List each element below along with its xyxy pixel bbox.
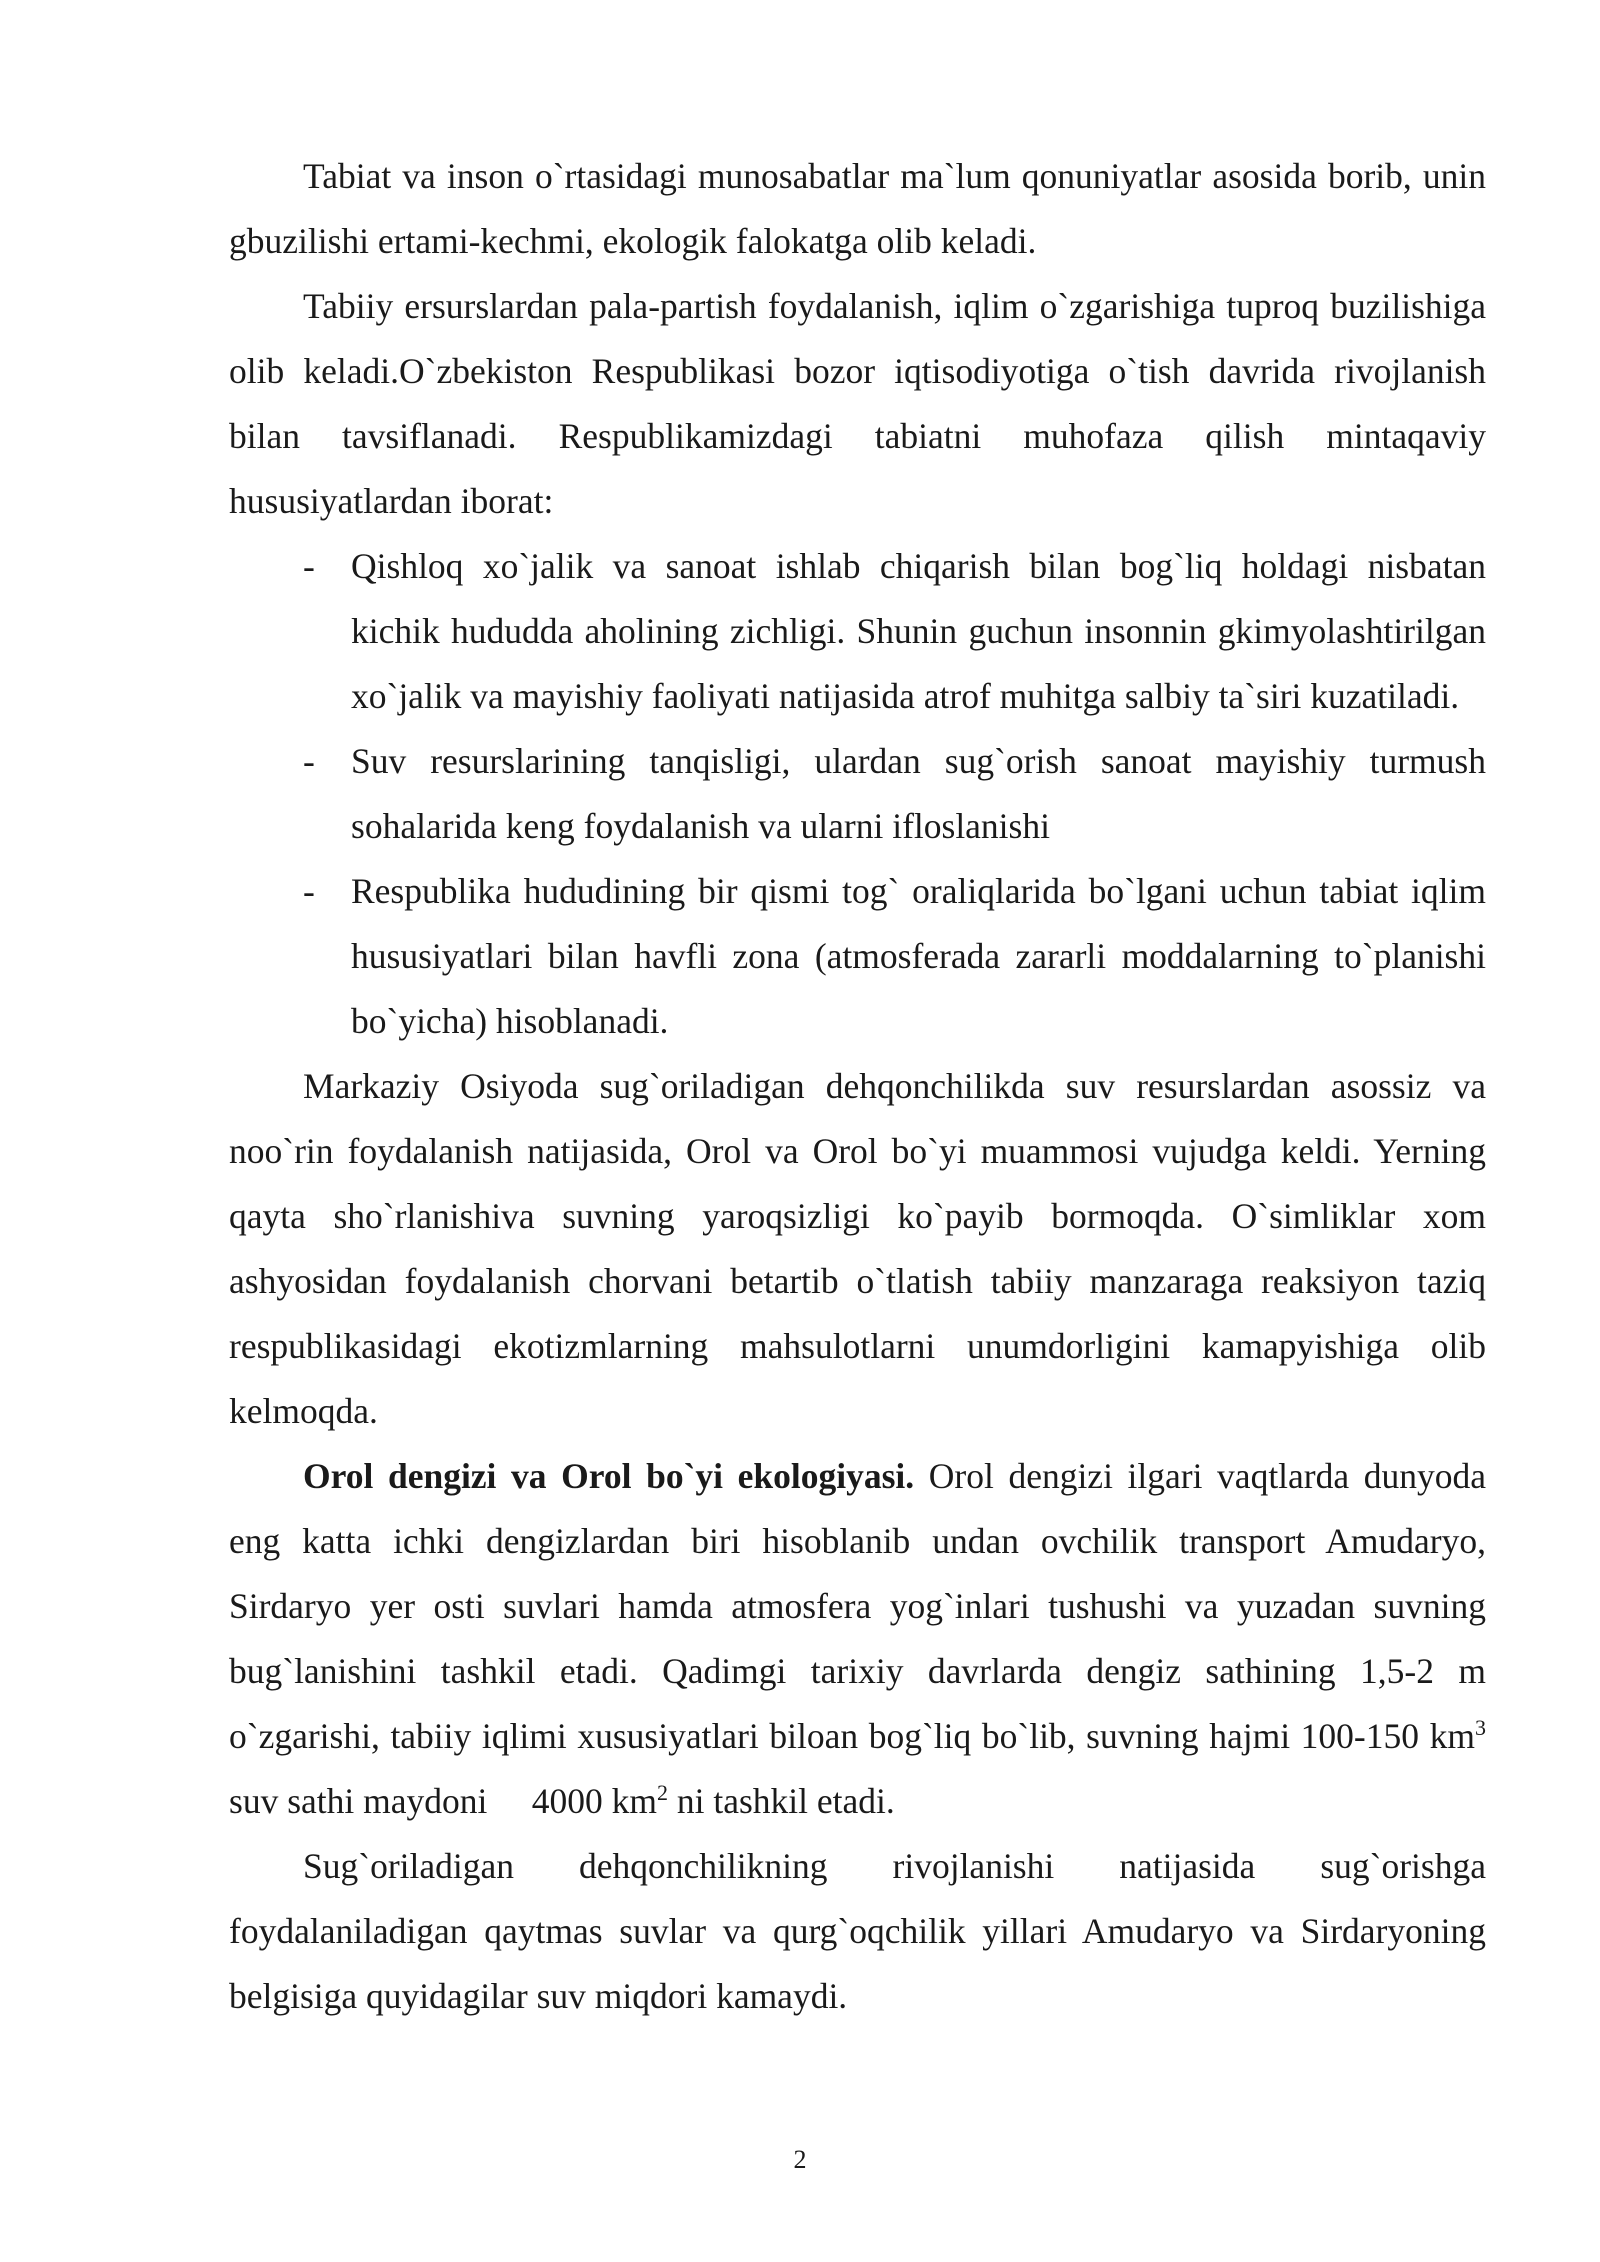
list-item-text: Respublika hududining bir qismi tog` oraliqlarida bo`lgani uchun tabiat iqlim hususiyatlari bilan havfli zona (atmosferada zararli moddalarning to`planishi bo`yicha) hisoblanadi.: [351, 871, 1486, 1041]
paragraph-aral-sea: [229, 1444, 1486, 1834]
paragraph-text: ni tashkil etadi.: [667, 1781, 895, 1821]
paragraph-resources: Tabiiy ersurslardan pala-partish foydalanish, iqlim o`zgarishiga tuproq buzilishiga olib keladi.O`zbekiston Respublikasi bozor iqtisodiyotiga o`tish davrida rivojlanish bilan tavsiflanadi. Respublikamizdagi tabiatni muhofaza qilish mintaqaviy hususiyatlardan iborat:: [229, 286, 1486, 521]
superscript: 3: [1475, 1715, 1486, 1741]
paragraph-irrigation: Sug`oriladigan dehqonchilikning rivojlanishi natijasida sug`orishga foydalaniladigan qaytmas suvlar va qurg`oqchilik yillari Amudaryo va Sirdaryoning belgisiga quyidagilar suv miqdori kamaydi.: [229, 1846, 1486, 2016]
paragraph-text: Orol dengizi ilgari vaqtlarda dunyoda eng katta ichki dengizlardan biri hisoblanib undan ovchilik transport Amudaryo, Sirdaryo yer osti suvlari hamda atmosfera yog`inlari tushushi va yuzadan suvning bug`lanishini tashkil etadi. Qadimgi tarixiy davrlarda dengiz sathining 1,5-2 m o`zgarishi, tabiiy iqlimi xususiyatlari biloan bog`liq bo`lib, suvning hajmi 100-150 km: [229, 1456, 1486, 1756]
paragraph-central-asia: Markaziy Osiyoda sug`oriladigan dehqonchilikda suv resurslardan asossiz va noo`rin foydalanish natijasida, Orol va Orol bo`yi muammosi vujudga keldi. Yerning qayta sho`rlanishiva suvning yaroqsizligi ko`payib bormoqda. O`simliklar xom ashyosidan foydalanish chorvani betartib o`tlatish tabiiy manzaraga reaksiyon taziq respublikasidagi ekotizmlarning mahsulotlarni unumdorligini kamapyishiga olib kelmoqda.: [229, 1066, 1486, 1431]
list-item: [229, 534, 1486, 729]
superscript: 2: [656, 1780, 668, 1806]
page-number: 2: [793, 2145, 807, 2174]
section-heading: Orol dengizi va Orol bo`yi ekologiyasi.: [303, 1456, 915, 1496]
list-dash: -: [303, 871, 315, 911]
list-dash: -: [303, 546, 315, 586]
list-dash: -: [303, 741, 315, 781]
list-item-text: Qishloq xo`jalik va sanoat ishlab chiqarish bilan bog`liq holdagi nisbatan kichik hududda aholining zichligi. Shunin guchun insonnin gkimyolashtirilgan xo`jalik va mayishiy faoliyati natijasida atrof muhitga salbiy ta`siri kuzatiladi.: [351, 546, 1486, 716]
list-item: [229, 859, 1486, 1054]
paragraph-text: suv sathi maydoni 4000 km: [229, 1781, 657, 1821]
list-item: [229, 729, 1486, 859]
list-item-text: Suv resurslarining tanqisligi, ulardan sug`orish sanoat mayishiy turmush sohalarida keng foydalanish va ularni ifloslanishi: [351, 741, 1486, 846]
paragraph-intro: Tabiat va inson o`rtasidagi munosabatlar ma`lum qonuniyatlar asosida borib, unin gbuzilishi ertami-kechmi, ekologik falokatga olib keladi.: [229, 156, 1486, 261]
document-body: [229, 144, 1486, 2029]
